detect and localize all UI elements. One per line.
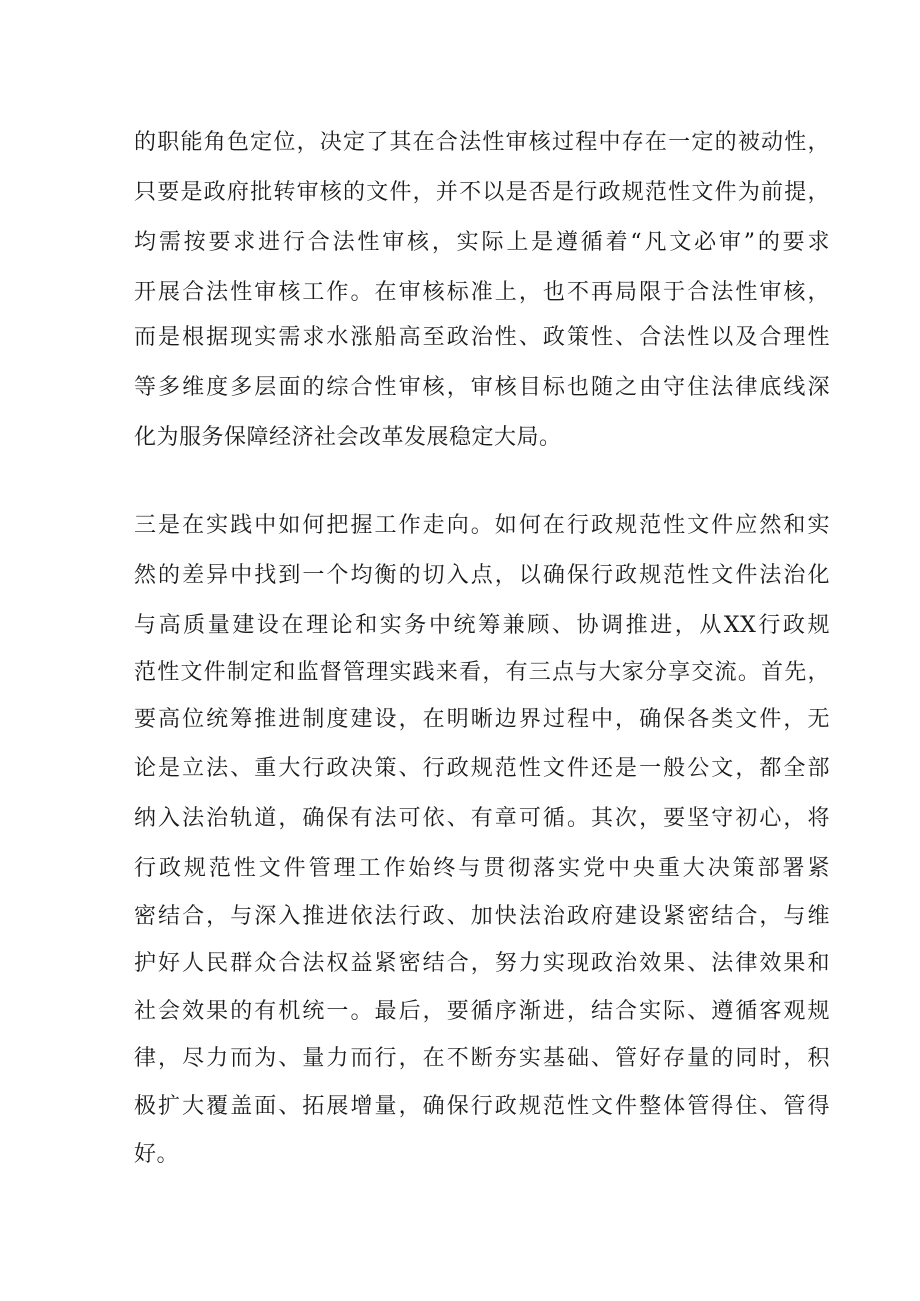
- paragraph-2-line-5: 要高位统筹推进制度建设，在明晰边界过程中，确保各类文件，无: [134, 707, 830, 732]
- paragraph-2-line-12: 律，尽力而为、量力而行，在不断夯实基础、管好存量的同时，积: [134, 1046, 830, 1071]
- paragraph-1-line-7: 化为服务保障经济社会改革发展稳定大局。: [134, 425, 562, 450]
- paragraph-2-line-10: 护好人民群众合法权益紧密结合，努力实现政治效果、法律效果和: [134, 951, 830, 976]
- paragraph-1-line-4: 开展合法性审核工作。在审核标准上，也不再局限于合法性审核，: [134, 280, 830, 305]
- paragraph-2-line-2: 然的差异中找到一个均衡的切入点，以确保行政规范性文件法治化: [134, 563, 830, 588]
- paragraph-2-line-7: 纳入法治轨道，确保有法可依、有章可循。其次，要坚守初心，将: [134, 806, 830, 831]
- paragraph-2-line-9: 密结合，与深入推进依法行政、加快法治政府建设紧密结合，与维: [134, 904, 830, 929]
- paragraph-1-line-1: 的职能角色定位，决定了其在合法性审核过程中存在一定的被动性，: [134, 130, 830, 155]
- paragraph-2-line-3: 与高质量建设在理论和实务中统筹兼顾、协调推进，从XX行政规: [134, 613, 830, 638]
- paragraph-2-line-13: 极扩大覆盖面、拓展增量，确保行政规范性文件整体管得住、管得: [134, 1094, 830, 1119]
- paragraph-1-line-5: 而是根据现实需求水涨船高至政治性、政策性、合法性以及合理性: [134, 325, 830, 350]
- paragraph-2-line-6: 论是立法、重大行政决策、行政规范性文件还是一般公文，都全部: [134, 756, 830, 781]
- paragraph-2-line-14: 好。: [134, 1142, 180, 1167]
- paragraph-1-line-6: 等多维度多层面的综合性审核，审核目标也随之由守住法律底线深: [134, 375, 830, 400]
- paragraph-1-line-2: 只要是政府批转审核的文件，并不以是否是行政规范性文件为前提，: [134, 180, 830, 205]
- paragraph-2-line-4: 范性文件制定和监督管理实践来看，有三点与大家分享交流。首先，: [134, 660, 830, 685]
- paragraph-2-line-1: 三是在实践中如何把握工作走向。如何在行政规范性文件应然和实: [134, 513, 830, 538]
- paragraph-1-line-3: 均需按要求进行合法性审核，实际上是遵循着“凡文必审”的要求: [134, 230, 830, 255]
- paragraph-2-line-11: 社会效果的有机统一。最后，要循序渐进，结合实际、遵循客观规: [134, 999, 830, 1024]
- paragraph-2-line-8: 行政规范性文件管理工作始终与贯彻落实党中央重大决策部署紧: [134, 856, 830, 881]
